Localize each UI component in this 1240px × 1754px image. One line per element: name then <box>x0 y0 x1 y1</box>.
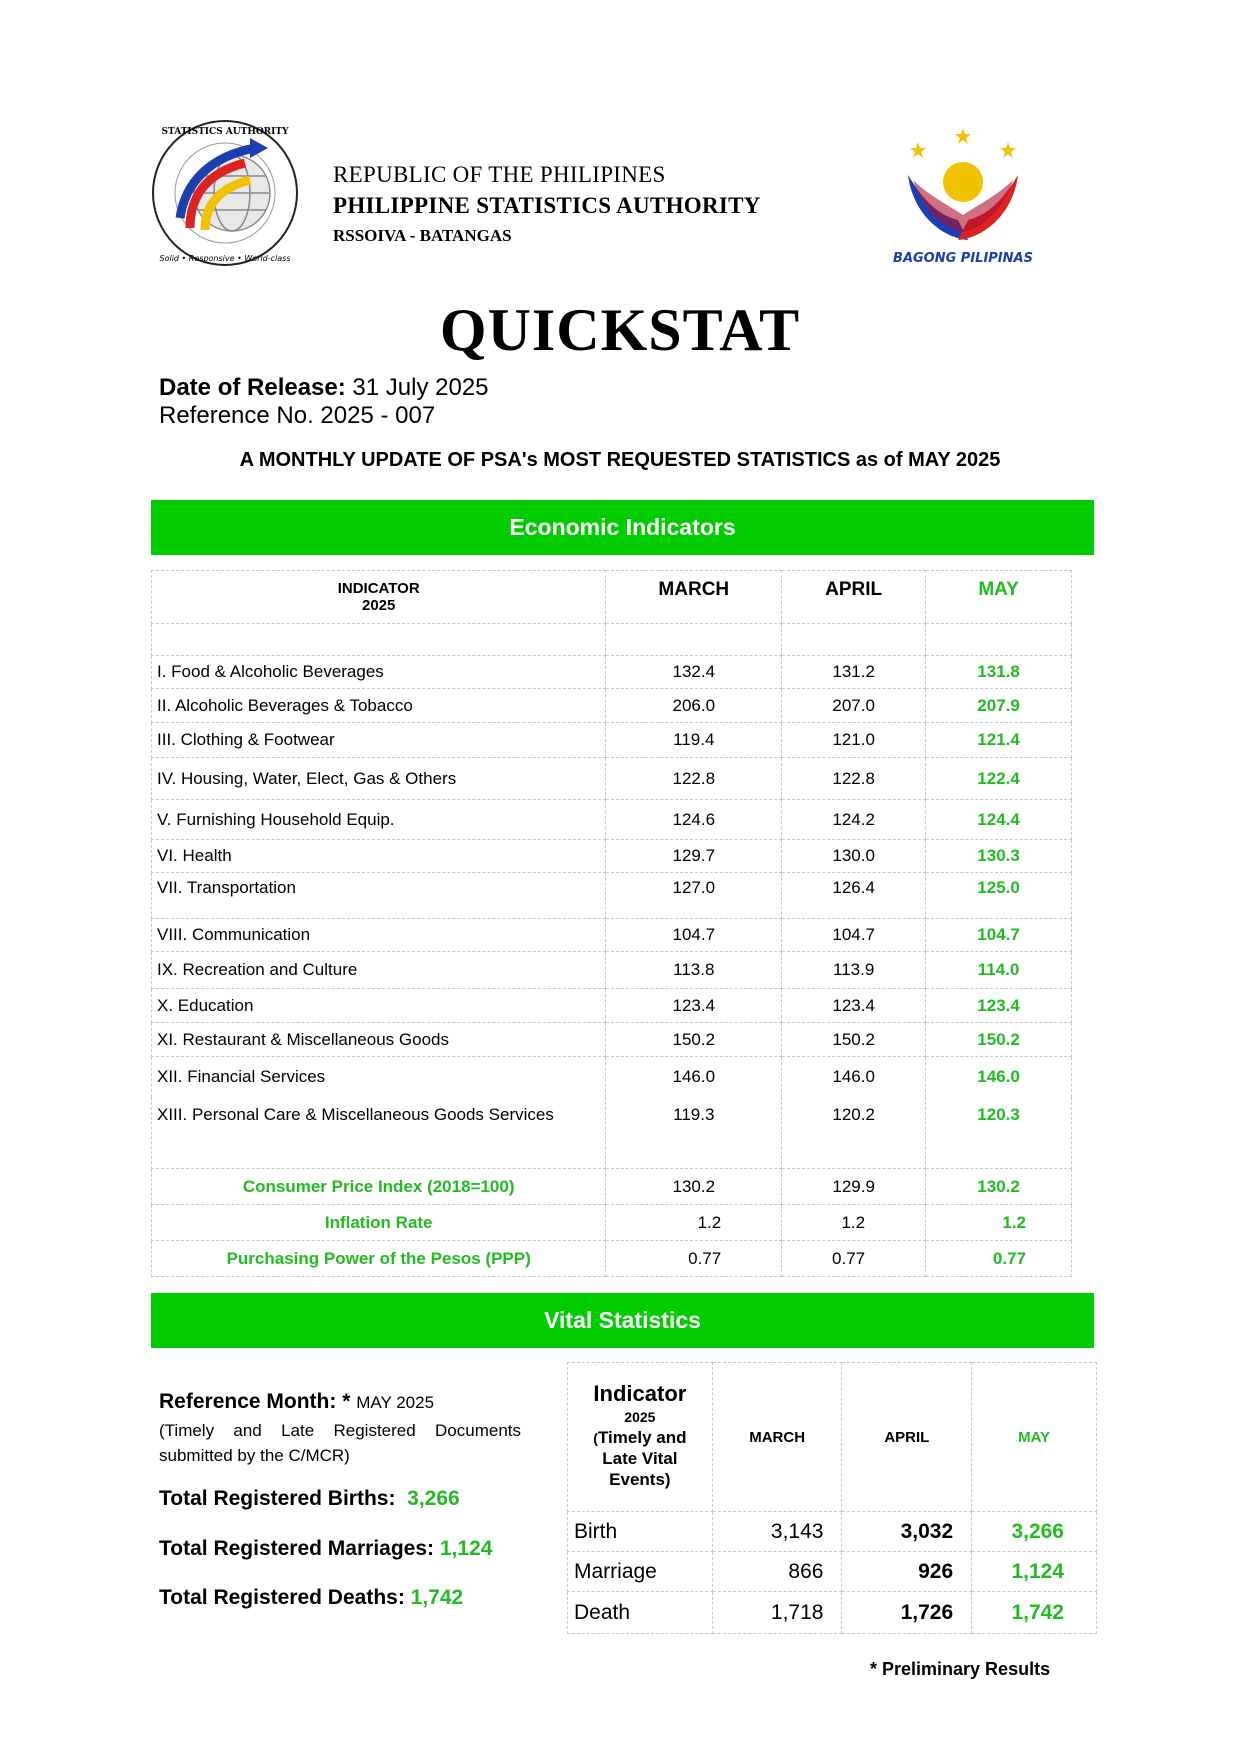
april-value: 207.0 <box>782 689 926 723</box>
may-value: 125.0 <box>926 873 1072 919</box>
svg-text:STATISTICS AUTHORITY: STATISTICS AUTHORITY <box>161 127 289 137</box>
row-label: VII. Transportation <box>152 873 606 919</box>
table-row <box>152 800 1072 840</box>
vital-header-row <box>568 1363 1097 1512</box>
psa-seal-icon <box>150 118 300 268</box>
march-value: 122.8 <box>606 758 782 800</box>
table-row <box>152 689 1072 723</box>
march-value: 127.0 <box>606 873 782 919</box>
april-value: 131.2 <box>782 656 926 689</box>
summary-row <box>152 1169 1072 1205</box>
reference-number: Reference No. 2025 - 007 <box>159 402 436 429</box>
table-row <box>152 952 1072 989</box>
spacer-row <box>152 624 1072 656</box>
vital-row <box>568 1512 1097 1552</box>
indicator-header-year: 2025 <box>361 597 396 614</box>
release-date <box>159 374 489 402</box>
may-value: 120.3 <box>926 1097 1072 1169</box>
vital-indicator-year: 2025 <box>624 1408 656 1425</box>
vital-march-header: MARCH <box>712 1363 842 1512</box>
march-value: 1,718 <box>712 1592 842 1634</box>
summary-row <box>152 1241 1072 1277</box>
march-value: 119.3 <box>606 1097 782 1169</box>
release-date-label: Date of Release: <box>159 374 346 401</box>
table-row <box>152 656 1072 689</box>
row-label: XI. Restaurant & Miscellaneous Goods <box>152 1023 606 1057</box>
summary-label: Consumer Price Index (2018=100) <box>152 1169 606 1205</box>
agency-name: PHILIPPINE STATISTICS AUTHORITY <box>333 193 761 218</box>
april-value: 126.4 <box>782 873 926 919</box>
may-header: MAY <box>926 571 1072 624</box>
may-value: 130.2 <box>926 1169 1072 1205</box>
may-value: 1.2 <box>926 1205 1072 1241</box>
row-label: I. Food & Alcoholic Beverages <box>152 656 606 689</box>
svg-text:Solid • Responsive • World-cla: Solid • Responsive • World-class <box>159 254 291 263</box>
may-value: 114.0 <box>926 952 1072 989</box>
march-value: 206.0 <box>606 689 782 723</box>
summary-row <box>152 1205 1072 1241</box>
may-value: 121.4 <box>926 723 1072 758</box>
table-row <box>152 989 1072 1023</box>
indicator-header <box>152 571 606 624</box>
table-row <box>152 758 1072 800</box>
april-value: 123.4 <box>782 989 926 1023</box>
preliminary-footnote: * Preliminary Results <box>870 1659 1051 1679</box>
april-value: 124.2 <box>782 800 926 840</box>
summary-label: Purchasing Power of the Pesos (PPP) <box>152 1241 606 1277</box>
vital-indicator-paren: ( <box>593 1429 598 1446</box>
may-value: 131.8 <box>926 656 1072 689</box>
vital-indicator-header <box>568 1363 713 1512</box>
vital-row-label: Death <box>568 1592 713 1634</box>
table-row <box>152 840 1072 873</box>
march-value: 119.4 <box>606 723 782 758</box>
page-title: QUICKSTAT <box>439 297 801 363</box>
may-value: 3,266 <box>972 1512 1097 1552</box>
vital-indicator-label: Indicator <box>593 1380 687 1406</box>
indicator-header-label: INDICATOR <box>337 580 420 597</box>
march-value: 132.4 <box>606 656 782 689</box>
may-value: 146.0 <box>926 1057 1072 1097</box>
vital-april-header: APRIL <box>842 1363 972 1512</box>
total-marriages-value: 1,124 <box>439 1537 493 1560</box>
vital-row <box>568 1552 1097 1592</box>
row-label: XIII. Personal Care & Miscellaneous Goods Services <box>152 1097 606 1169</box>
march-value: 123.4 <box>606 989 782 1023</box>
table-row <box>152 723 1072 758</box>
row-label: II. Alcoholic Beverages & Tobacco <box>152 689 606 723</box>
economic-indicators-band: Economic Indicators <box>151 500 1094 555</box>
office-name: RSSOIVA - BATANGAS <box>333 226 512 245</box>
table-row <box>152 919 1072 952</box>
economic-indicators-table <box>151 570 1072 1277</box>
vital-may-header: MAY <box>972 1363 1097 1512</box>
vital-row-label: Birth <box>568 1512 713 1552</box>
table-row <box>152 1023 1072 1057</box>
may-value: 123.4 <box>926 989 1072 1023</box>
may-value: 207.9 <box>926 689 1072 723</box>
total-births-value: 3,266 <box>407 1487 460 1510</box>
row-label: X. Education <box>152 989 606 1023</box>
march-value: 3,143 <box>712 1512 842 1552</box>
march-value: 150.2 <box>606 1023 782 1057</box>
april-value: 146.0 <box>782 1057 926 1097</box>
total-deaths-value: 1,742 <box>410 1586 464 1609</box>
may-value: 124.4 <box>926 800 1072 840</box>
vital-indicator-sub: Timely and Late Vital Events) <box>597 1427 687 1489</box>
april-value: 0.77 <box>782 1241 926 1277</box>
march-value: 130.2 <box>606 1169 782 1205</box>
reference-month-value: MAY 2025 <box>356 1393 435 1412</box>
table-row <box>152 1057 1072 1097</box>
march-value: 129.7 <box>606 840 782 873</box>
vital-row <box>568 1592 1097 1634</box>
svg-text:BAGONG PILIPINAS: BAGONG PILIPINAS <box>893 251 1033 266</box>
bagong-pilipinas-icon <box>888 120 1038 270</box>
may-value: 130.3 <box>926 840 1072 873</box>
march-value: 104.7 <box>606 919 782 952</box>
reference-month-label: Reference Month: <box>159 1390 337 1413</box>
april-value: 1,726 <box>842 1592 972 1634</box>
vital-statistics-table <box>567 1362 1097 1634</box>
row-label: V. Furnishing Household Equip. <box>152 800 606 840</box>
march-header: MARCH <box>606 571 782 624</box>
row-label: III. Clothing & Footwear <box>152 723 606 758</box>
summary-label: Inflation Rate <box>152 1205 606 1241</box>
row-label: XII. Financial Services <box>152 1057 606 1097</box>
april-value: 122.8 <box>782 758 926 800</box>
total-births-label: Total Registered Births: <box>159 1487 396 1510</box>
may-value: 0.77 <box>926 1241 1072 1277</box>
table-row <box>152 1097 1072 1169</box>
may-value: 150.2 <box>926 1023 1072 1057</box>
march-value: 866 <box>712 1552 842 1592</box>
april-value: 3,032 <box>842 1512 972 1552</box>
april-value: 1.2 <box>782 1205 926 1241</box>
april-header: APRIL <box>782 571 926 624</box>
reference-month-note: (Timely and Late Registered Documents submitted by the C/MCR) <box>159 1421 521 1465</box>
april-value: 150.2 <box>782 1023 926 1057</box>
monthly-update-heading: A MONTHLY UPDATE OF PSA's MOST REQUESTED STATISTICS as of MAY 2025 <box>239 449 1001 471</box>
april-value: 104.7 <box>782 919 926 952</box>
may-value: 1,742 <box>972 1592 1097 1634</box>
april-value: 129.9 <box>782 1169 926 1205</box>
april-value: 121.0 <box>782 723 926 758</box>
april-value: 130.0 <box>782 840 926 873</box>
may-value: 104.7 <box>926 919 1072 952</box>
april-value: 113.9 <box>782 952 926 989</box>
release-date-value: 31 July 2025 <box>352 374 489 401</box>
vital-row-label: Marriage <box>568 1552 713 1592</box>
total-deaths <box>159 1586 521 1610</box>
row-label: IX. Recreation and Culture <box>152 952 606 989</box>
table-header-row <box>152 571 1072 624</box>
may-value: 1,124 <box>972 1552 1097 1592</box>
row-label: VIII. Communication <box>152 919 606 952</box>
march-value: 113.8 <box>606 952 782 989</box>
total-marriages-label: Total Registered Marriages: <box>159 1537 435 1560</box>
vital-statistics-band: Vital Statistics <box>151 1293 1094 1348</box>
may-value: 122.4 <box>926 758 1072 800</box>
reference-month-star: * <box>342 1390 351 1413</box>
march-value: 0.77 <box>606 1241 782 1277</box>
reference-month <box>159 1390 521 1414</box>
april-value: 120.2 <box>782 1097 926 1169</box>
march-value: 124.6 <box>606 800 782 840</box>
total-deaths-label: Total Registered Deaths: <box>159 1586 405 1609</box>
total-births <box>159 1487 521 1511</box>
march-value: 1.2 <box>606 1205 782 1241</box>
row-label: VI. Health <box>152 840 606 873</box>
row-label: IV. Housing, Water, Elect, Gas & Others <box>152 758 606 800</box>
table-row <box>152 873 1072 919</box>
total-marriages <box>159 1537 521 1561</box>
republic-text: REPUBLIC OF THE PHILIPINES <box>333 162 666 187</box>
april-value: 926 <box>842 1552 972 1592</box>
march-value: 146.0 <box>606 1057 782 1097</box>
